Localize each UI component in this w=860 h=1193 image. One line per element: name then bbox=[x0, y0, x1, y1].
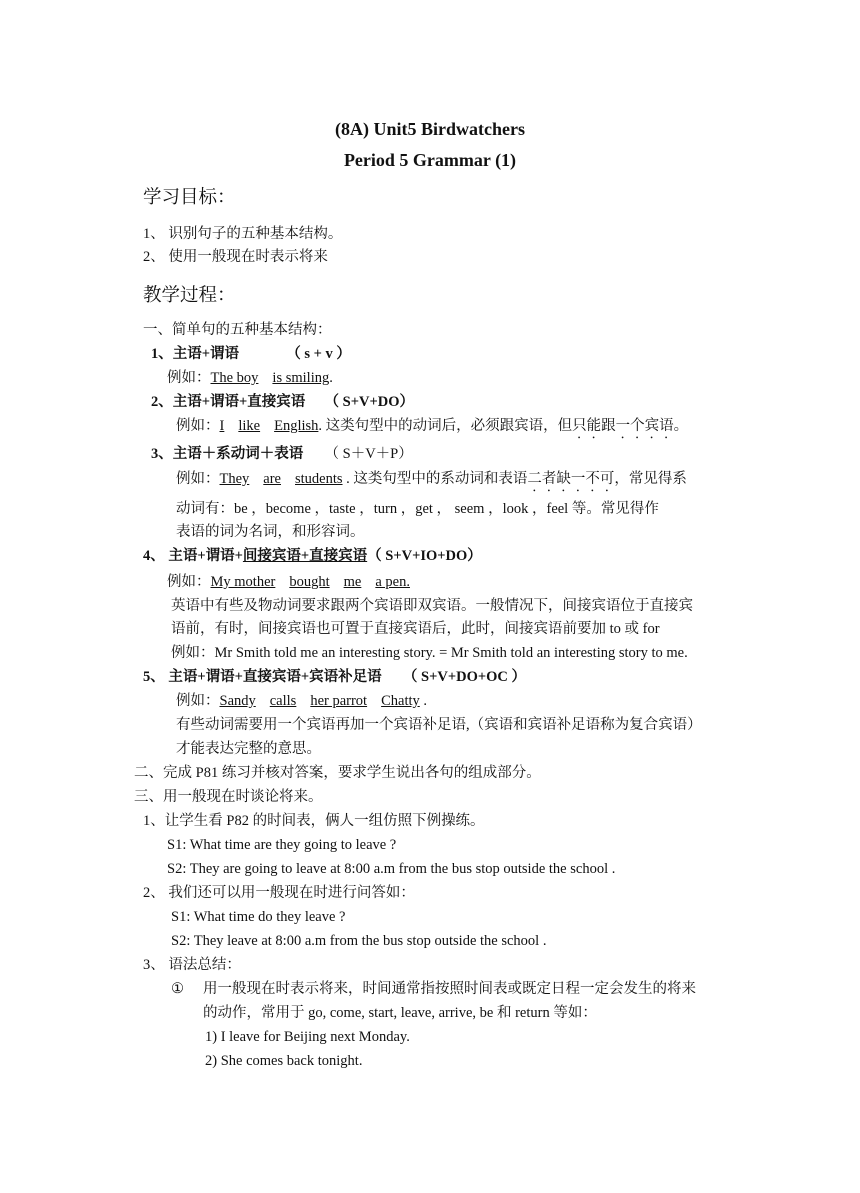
dialogue-line: S1: What time do they leave ? bbox=[171, 909, 346, 925]
process-heading: 教学过程： bbox=[143, 285, 236, 306]
structure4-example bbox=[167, 572, 410, 592]
example-word: The boy bbox=[210, 370, 259, 386]
structure2-note: 跟 bbox=[601, 418, 616, 434]
example-word: Sandy bbox=[219, 693, 256, 709]
structure4-explanation-2: 语前，有时，间接宾语也可置于直接宾语后，此时，间接宾语前要加 to 或 for bbox=[171, 621, 660, 637]
example-word: They bbox=[219, 471, 250, 487]
example-prefix: 例如： bbox=[167, 574, 211, 590]
example-word: Chatty bbox=[381, 693, 420, 709]
structure2-note: 。 bbox=[673, 418, 689, 434]
structure3-verbs: 动词有：be ，become ，taste ，turn ，get ， seem ，look ，feel 等。常见得作 bbox=[176, 501, 659, 517]
structure1-label-text: 1、主语+谓语 bbox=[151, 346, 240, 362]
part3-heading: 三、用一般现在时谈论将来。 bbox=[134, 789, 323, 805]
example-word: is smiling bbox=[272, 370, 330, 386]
structure4-label-text: 4、 主语+谓语+ bbox=[143, 548, 243, 564]
structure4-label-underlined: 间接宾语+直接宾语 bbox=[242, 548, 368, 564]
objectives-heading: 学习目标： bbox=[143, 187, 236, 208]
example-end: . bbox=[419, 693, 428, 709]
doc-title-line2: Period 5 Grammar (1) bbox=[343, 150, 517, 170]
example-prefix: 例如： bbox=[176, 418, 220, 434]
dialogue-line: S1: What time are they going to leave ? bbox=[167, 837, 397, 853]
structure2-label-text: 2、主语+谓语+直接宾语 bbox=[151, 394, 306, 410]
summary-example: 2) She comes back tonight. bbox=[205, 1053, 363, 1069]
example-word: bought bbox=[289, 574, 330, 590]
example-word: her parrot bbox=[310, 693, 368, 709]
part3-item-1: 1、让学生看 P82 的时间表，俩人一组仿照下例操练。 bbox=[143, 813, 485, 829]
example-word: students bbox=[295, 471, 343, 487]
circled-number-marker: ① bbox=[171, 981, 184, 997]
example-word: English bbox=[274, 418, 319, 434]
structure5-formula: （ S+V+DO+OC ） bbox=[402, 669, 526, 685]
structure4-example-2: 例如：Mr Smith told me an interesting story. = Mr Smith told an interesting story to me. bbox=[171, 645, 688, 661]
part3-item-3: 3、 语法总结： bbox=[143, 957, 241, 973]
example-word: like bbox=[238, 418, 261, 434]
part2-heading: 二、完成 P81 练习并核对答案，要求学生说出各句的组成部分。 bbox=[134, 765, 541, 781]
emphasis-text: 一个宾语 bbox=[615, 418, 674, 434]
part1-heading: 一、简单句的五种基本结构： bbox=[143, 322, 332, 338]
structure3-predicative: 表语的词为名词，和形容词。 bbox=[176, 524, 365, 540]
example-prefix: 例如： bbox=[167, 370, 211, 386]
structure5-explanation-2: 才能表达完整的意思。 bbox=[176, 741, 321, 757]
example-prefix: 例如： bbox=[176, 693, 220, 709]
structure1-formula: （ s + v ） bbox=[286, 346, 351, 362]
part3-item-2: 2、 我们还可以用一般现在时进行问答如： bbox=[143, 885, 415, 901]
emphasis-text: 二者缺一不可 bbox=[527, 471, 615, 487]
example-word: calls bbox=[269, 693, 297, 709]
structure2-label bbox=[151, 392, 414, 412]
example-word: are bbox=[263, 471, 281, 487]
example-word: My mother bbox=[210, 574, 276, 590]
structure4-formula: （ S+V+IO+DO） bbox=[367, 548, 482, 564]
objective-item-2: 2、 使用一般现在时表示将来 bbox=[143, 249, 328, 265]
structure4-explanation-1: 英语中有些及物动词要求跟两个宾语即双宾语。一般情况下，间接宾语位于直接宾 bbox=[171, 598, 693, 614]
emphasis-text: 只能 bbox=[572, 418, 602, 434]
objective-item-1: 1、 识别句子的五种基本结构。 bbox=[143, 226, 343, 242]
structure2-formula: （ S+V+DO） bbox=[324, 394, 414, 410]
structure5-label-text: 5、 主语+谓语+直接宾语+宾语补足语 bbox=[143, 669, 382, 685]
dialogue-line: S2: They leave at 8:00 a.m from the bus stop outside the school . bbox=[171, 933, 547, 949]
structure5-explanation-1: 有些动词需要用一个宾语再加一个宾语补足语,（宾语和宾语补足语称为复合宾语） bbox=[176, 717, 702, 733]
structure1-label bbox=[151, 344, 351, 364]
example-word: a pen. bbox=[375, 574, 410, 590]
example-prefix: 例如： bbox=[176, 471, 220, 487]
example-word: me bbox=[343, 574, 362, 590]
structure2-example bbox=[176, 416, 688, 442]
example-end: . bbox=[329, 370, 333, 386]
example-word: I bbox=[219, 418, 225, 434]
structure3-label bbox=[151, 444, 413, 464]
grammar-summary-line-1: 用一般现在时表示将来，时间通常指按照时间表或既定日程一定会发生的将来 bbox=[203, 981, 696, 997]
structure2-note: . 这类句型中的动词后，必须跟宾语，但 bbox=[318, 418, 573, 434]
structure4-label bbox=[143, 546, 482, 566]
structure5-label bbox=[143, 667, 526, 687]
dialogue-line: S2: They are going to leave at 8:00 a.m from the bus stop outside the school . bbox=[167, 861, 616, 877]
structure3-note: . 这类句型中的系动词和表语 bbox=[342, 471, 528, 487]
structure5-example bbox=[176, 691, 427, 711]
doc-title-line1: (8A) Unit5 Birdwatchers bbox=[335, 119, 525, 139]
structure3-example bbox=[176, 469, 687, 495]
structure3-formula: （ S＋V＋P） bbox=[324, 446, 413, 462]
structure1-example bbox=[167, 368, 333, 388]
structure3-label-text: 3、主语＋系动词＋表语 bbox=[151, 446, 304, 462]
grammar-summary-line-2: 的动作，常用于 go, come, start, leave, arrive, be 和 return 等如： bbox=[203, 1005, 597, 1021]
summary-example: 1) I leave for Beijing next Monday. bbox=[205, 1029, 410, 1045]
structure3-note: ，常见得系 bbox=[614, 471, 687, 487]
